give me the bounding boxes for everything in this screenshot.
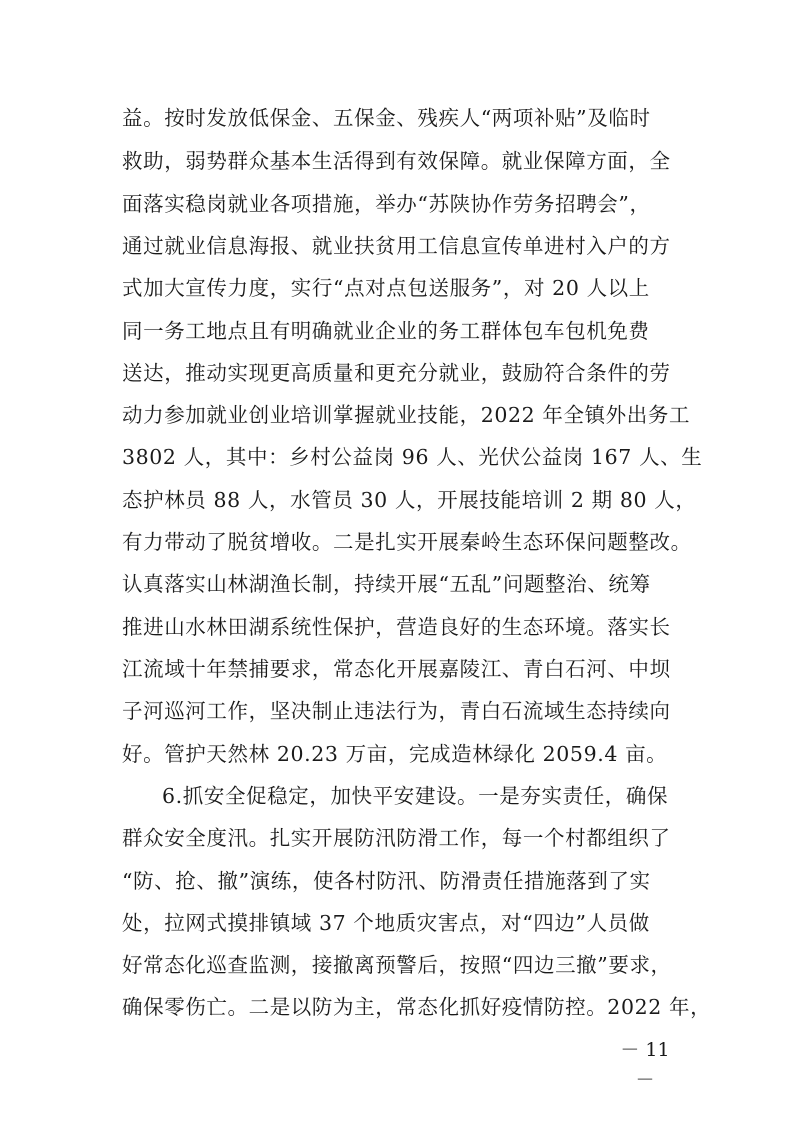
text-line: 送达，推动实现更高质量和更充分就业，鼓励符合条件的劳 <box>122 361 671 385</box>
text-line: 好。管护天然林 20.23 万亩，完成造林绿化 2059.4 亩。 <box>122 742 668 766</box>
section-heading-line: 6.抓安全促稳定，加快平安建设。一是夯实责任，确保 <box>162 784 669 808</box>
text-line: 动力参加就业创业培训掌握就业技能，2022 年全镇外出务工 <box>122 403 691 427</box>
text-line: “防、抢、撤”演练，使各村防汛、防滑责任措施落到了实 <box>122 869 651 893</box>
text-line: 江流域十年禁捕要求，常态化开展嘉陵江、青白石河、中坝 <box>122 657 671 681</box>
text-line: 3802 人，其中：乡村公益岗 96 人、光伏公益岗 167 人、生 <box>122 445 703 469</box>
text-line: 好常态化巡查监测，接撤离预警后，按照“四边三撤”要求， <box>122 953 672 977</box>
text-line: 推进山水林田湖系统性保护，营造良好的生态环境。落实长 <box>122 615 671 639</box>
text-line: 群众安全度汛。扎实开展防汛防滑工作，每一个村都组织了 <box>122 826 671 850</box>
text-line: 子河巡河工作，坚决制止违法行为，青白石流域生态持续向 <box>122 699 671 723</box>
text-line: 同一务工地点且有明确就业企业的务工群体包车包机免费 <box>122 319 650 343</box>
text-line: 有力带动了脱贫增收。二是扎实开展秦岭生态环保问题整改。 <box>122 530 692 554</box>
text-line: 认真落实山林湖渔长制，持续开展“五乱”问题整治、统筹 <box>122 572 651 596</box>
text-line: 确保零伤亡。二是以防为主，常态化抓好疫情防控。2022 年， <box>122 995 712 1019</box>
text-line: 益。按时发放低保金、五保金、残疾人“两项补贴”及临时 <box>122 106 651 130</box>
text-line: 态护林员 88 人，水管员 30 人，开展技能培训 2 期 80 人， <box>122 488 697 512</box>
text-line: 面落实稳岗就业各项措施，举办“苏陕协作劳务招聘会”， <box>122 192 651 216</box>
text-line: 处，拉网式摸排镇域 37 个地质灾害点，对“四边”人员做 <box>122 911 650 935</box>
page-number: － 11 － <box>620 1039 670 1091</box>
text-line: 式加大宣传力度，实行“点对点包送服务”，对 20 人以上 <box>122 276 650 300</box>
text-line: 通过就业信息海报、就业扶贫用工信息宣传单进村入户的方 <box>122 234 671 258</box>
text-line: 救助，弱势群众基本生活得到有效保障。就业保障方面，全 <box>122 149 671 173</box>
